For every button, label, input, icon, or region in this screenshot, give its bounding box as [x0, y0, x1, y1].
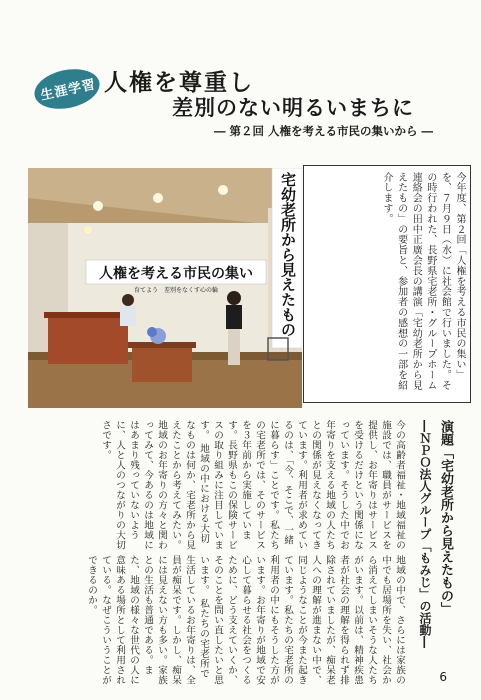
intro-text: 今年度、第２回「人権を考える市民の集い」を、７月９日（水）に社会館で行いました。その時行われた、長野県宅老所・グループホーム連絡会の田中正廣会長の講演「宅幼老所から見えたもの」の要旨と、参加者の感想の一部を紹介します。: [381, 172, 465, 391]
lecture-title: 演題「宅幼老所から見えたもの」: [438, 420, 453, 615]
event-photo: [28, 168, 302, 408]
photo-scroll-text: 宅幼老所から見えたもの: [279, 172, 297, 337]
photo-banner-subtext: 育てよう 差別をなくす心の輪: [133, 287, 219, 294]
body-paragraph-lower: [26, 555, 406, 687]
body-paragraph-upper: [26, 420, 406, 552]
body-text-lower: [26, 555, 406, 690]
body-text-upper: [26, 420, 406, 560]
badge-label: 生涯学習: [39, 77, 98, 104]
body-paragraph-2: 地域の中における大切なものは何か、宅老所から見えたことから考えてみたい。地域のお年寄りの方々と関わってみて、今あるのは地域にはあまり残っていないように、人と人のつながりの大切さです。: [100, 420, 209, 550]
page-number: 6: [439, 670, 447, 684]
article-title-line1: 人権を尊重し: [104, 70, 254, 96]
lecture-heading-block: [406, 420, 456, 685]
body-paragraph-4: 私たちの宅老所で生活しているお年寄りは、全員が痴呆です。しかし、痴呆には見えない方も多い。家族との生活も普通である。また、地域の様々な世代の人に意味ある場所として利用されている。なぜこういうことができるのか。: [86, 555, 209, 685]
body-paragraph-1: 今の高齢者福祉・地域福祉の施設では、職員がサービスを提供し、お年寄りはサービスを受けるだけという関係になっています。そうした中でお年寄りを支える地域の人たちとの関係が見えなくなってきています。利用者が求めているのは、「今、そこで、一緒に暮らす」ことです。私たちの宅老所では、そのサービスを３年前から実施しています。長野県もこの保険サービスの取り組みに注目しています。: [198, 420, 405, 550]
photo-banner-text: 人権を考える市民の集い: [99, 266, 253, 282]
intro-box: [303, 165, 471, 403]
article-title-line2: 差別のない明るいまちに: [172, 96, 414, 120]
lecture-heading: [406, 420, 456, 685]
body-paragraph-3: 地域の中で、さらには家族の中でも居場所を失い、社会から消えてしまいそうな人たちがいます。以前は、精神疾患者が社会の理解を得られず排除されていましたが、痴呆老人への理解が進まない中で、同じようなことが今また起きています。私たちの宅老所の利用者の中にもそうした方がいます。お年寄りが地域で安心して暮らせる社会をつくるために、どう支えていくか、そのことを問い直したいと思います。: [198, 555, 405, 685]
lifelong-learning-badge: [34, 70, 100, 110]
article-subtitle: ― 第２回 人権を考える市民の集いから ―: [214, 124, 434, 138]
event-photo-illustration: [28, 168, 302, 408]
lecture-organization: ―ＮＰＯ法人グループ「もみじ」の活動―: [418, 420, 432, 648]
